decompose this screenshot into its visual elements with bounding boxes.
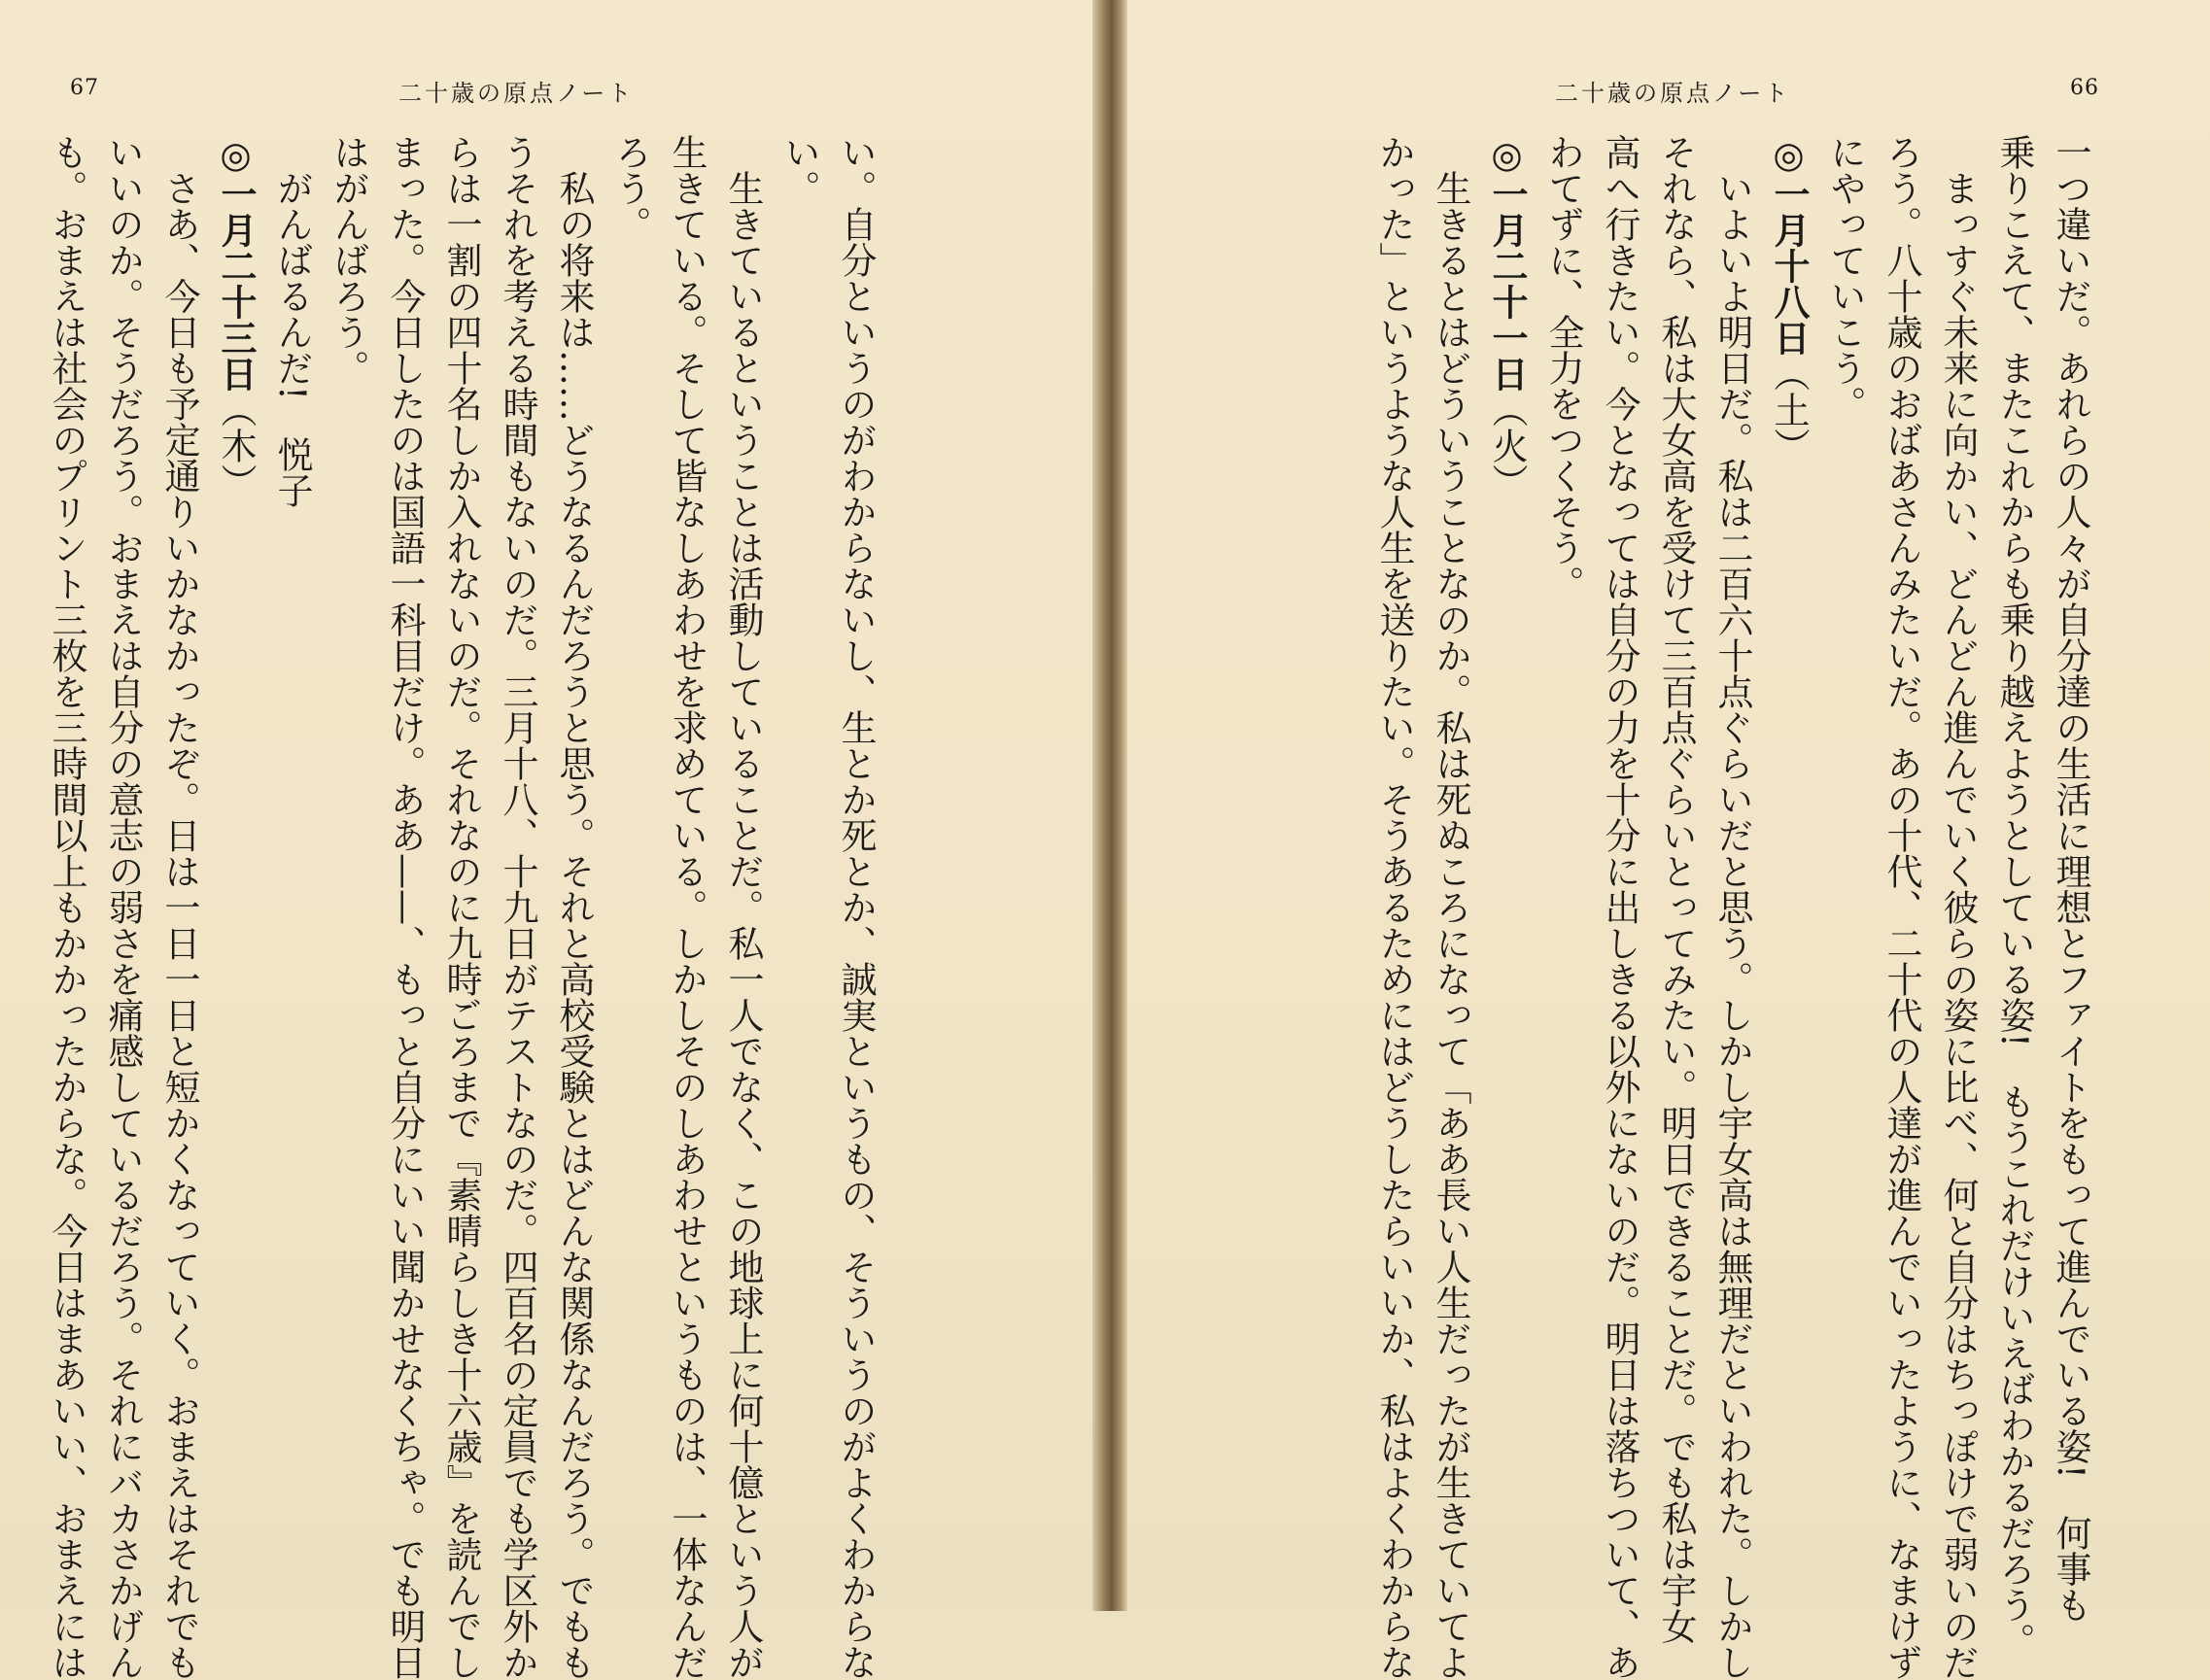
page-number-right: 66 (2070, 76, 2099, 100)
double-circle-mark: ◎ (1768, 134, 1810, 176)
page-number-left: 67 (70, 76, 99, 100)
text-line: いいのか。そうだろう。おまえは自分の意志の弱さを痛感しているだろう。それにバカさかげん (102, 134, 144, 1680)
right-page (1127, 0, 2210, 1680)
text-line: かった」というような人生を送りたい。そうあるためにはどうしたらいいか、私はよくわからな (1373, 134, 1415, 1680)
text-line: 生きるとはどういうことなのか。私は死ぬころになって「ああ長い人生だったが生きていてよ (1430, 170, 1471, 1680)
double-circle-mark: ◎ (215, 134, 257, 176)
text-line: らは一割の四十名しか入れないのだ。それなのに九時ごろまで『素晴らしき十六歳』を読んでし (440, 134, 482, 1680)
text-line: はがんばろう。 (328, 134, 369, 386)
entry-heading-jan23 (215, 134, 257, 620)
entry-date: 一月二十一日 (1486, 176, 1528, 392)
text-line: まった。今日したのは国語一科目だけ。ああ——、もっと自分にいい聞かせなくちゃ。でも明日 (384, 134, 426, 1680)
text-line: それなら、私は大女高を受けて三百点ぐらいとってみたい。明日できることだ。でも私は宇女 (1655, 134, 1697, 1644)
entry-heading-jan18 (1768, 134, 1810, 620)
text-line: さあ、今日も予定通りいかなかったぞ。日は一日一日と短かくなっていく。おまえはそれでも (158, 170, 200, 1680)
entry-weekday: （木） (215, 392, 257, 499)
text-line: まっすぐ未来に向かい、どんどん進んでいく彼らの姿に比べ、何と自分はちっぽけで弱いのだ (1937, 170, 1979, 1680)
text-line: いよいよ明日だ。私は二百六十点ぐらいだと思う。しかし宇女高は無理だといわれた。しかし (1711, 170, 1753, 1680)
text-line: い。 (778, 134, 820, 206)
entry-date: 一月十八日 (1768, 176, 1810, 356)
text-line: 私の将来は……どうなるんだろうと思う。それと高校受験とはどんな関係なんだろう。でもも (553, 170, 595, 1680)
text-line: 生きている。そして皆なしあわせを求めている。しかしそのしあわせというものは、一体なんだ (666, 134, 708, 1680)
text-line: うそれを考える時間もないのだ。三月十八、十九日がテストなのだ。四百名の定員でも学区外か (497, 134, 538, 1680)
entry-weekday: （火） (1486, 392, 1528, 499)
text-line: にやっていこう。 (1824, 134, 1866, 422)
text-line: 高へ行きたい。今となっては自分の力を十分に出しきる以外にないのだ。明日は落ちついて、あ (1599, 134, 1640, 1680)
text-line: わてずに、全力をつくそう。 (1542, 134, 1584, 601)
text-line: がんばるんだ! 悦子 (271, 170, 313, 508)
text-line: 生きているということは活動していることだ。私一人でなく、この地球上に何十億という人が (722, 170, 764, 1680)
text-line: い。自分というのがわからないし、生とか死とか、誠実というもの、そういうのがよくわからな (835, 134, 877, 1680)
entry-weekday: （土） (1768, 356, 1810, 463)
text-line: ろう。 (609, 134, 651, 242)
text-line: 乗りこえて、またこれからも乗り越えようとしている姿! もうこれだけいえばわかるだろう。 (1993, 134, 2035, 1659)
running-head-right: 二十歳の原点ノート (1555, 80, 1791, 107)
running-head-left: 二十歳の原点ノート (398, 80, 635, 107)
entry-heading-jan21 (1486, 134, 1528, 620)
left-page (0, 0, 1092, 1680)
text-line: 一つ違いだ。あれらの人々が自分達の生活に理想とファイトをもって進んでいる姿! 何事も (2050, 134, 2091, 1623)
text-line: も。おまえは社会のプリント三枚を三時間以上もかかったからな。今日はまあいい、おまえには (46, 134, 87, 1680)
entry-date: 一月二十三日 (215, 176, 257, 392)
double-circle-mark: ◎ (1486, 134, 1528, 176)
text-line: ろう。八十歳のおばあさんみたいだ。あの十代、二十代の人達が進んでいったように、なまけず (1881, 134, 1922, 1680)
book-gutter (1092, 0, 1127, 1611)
